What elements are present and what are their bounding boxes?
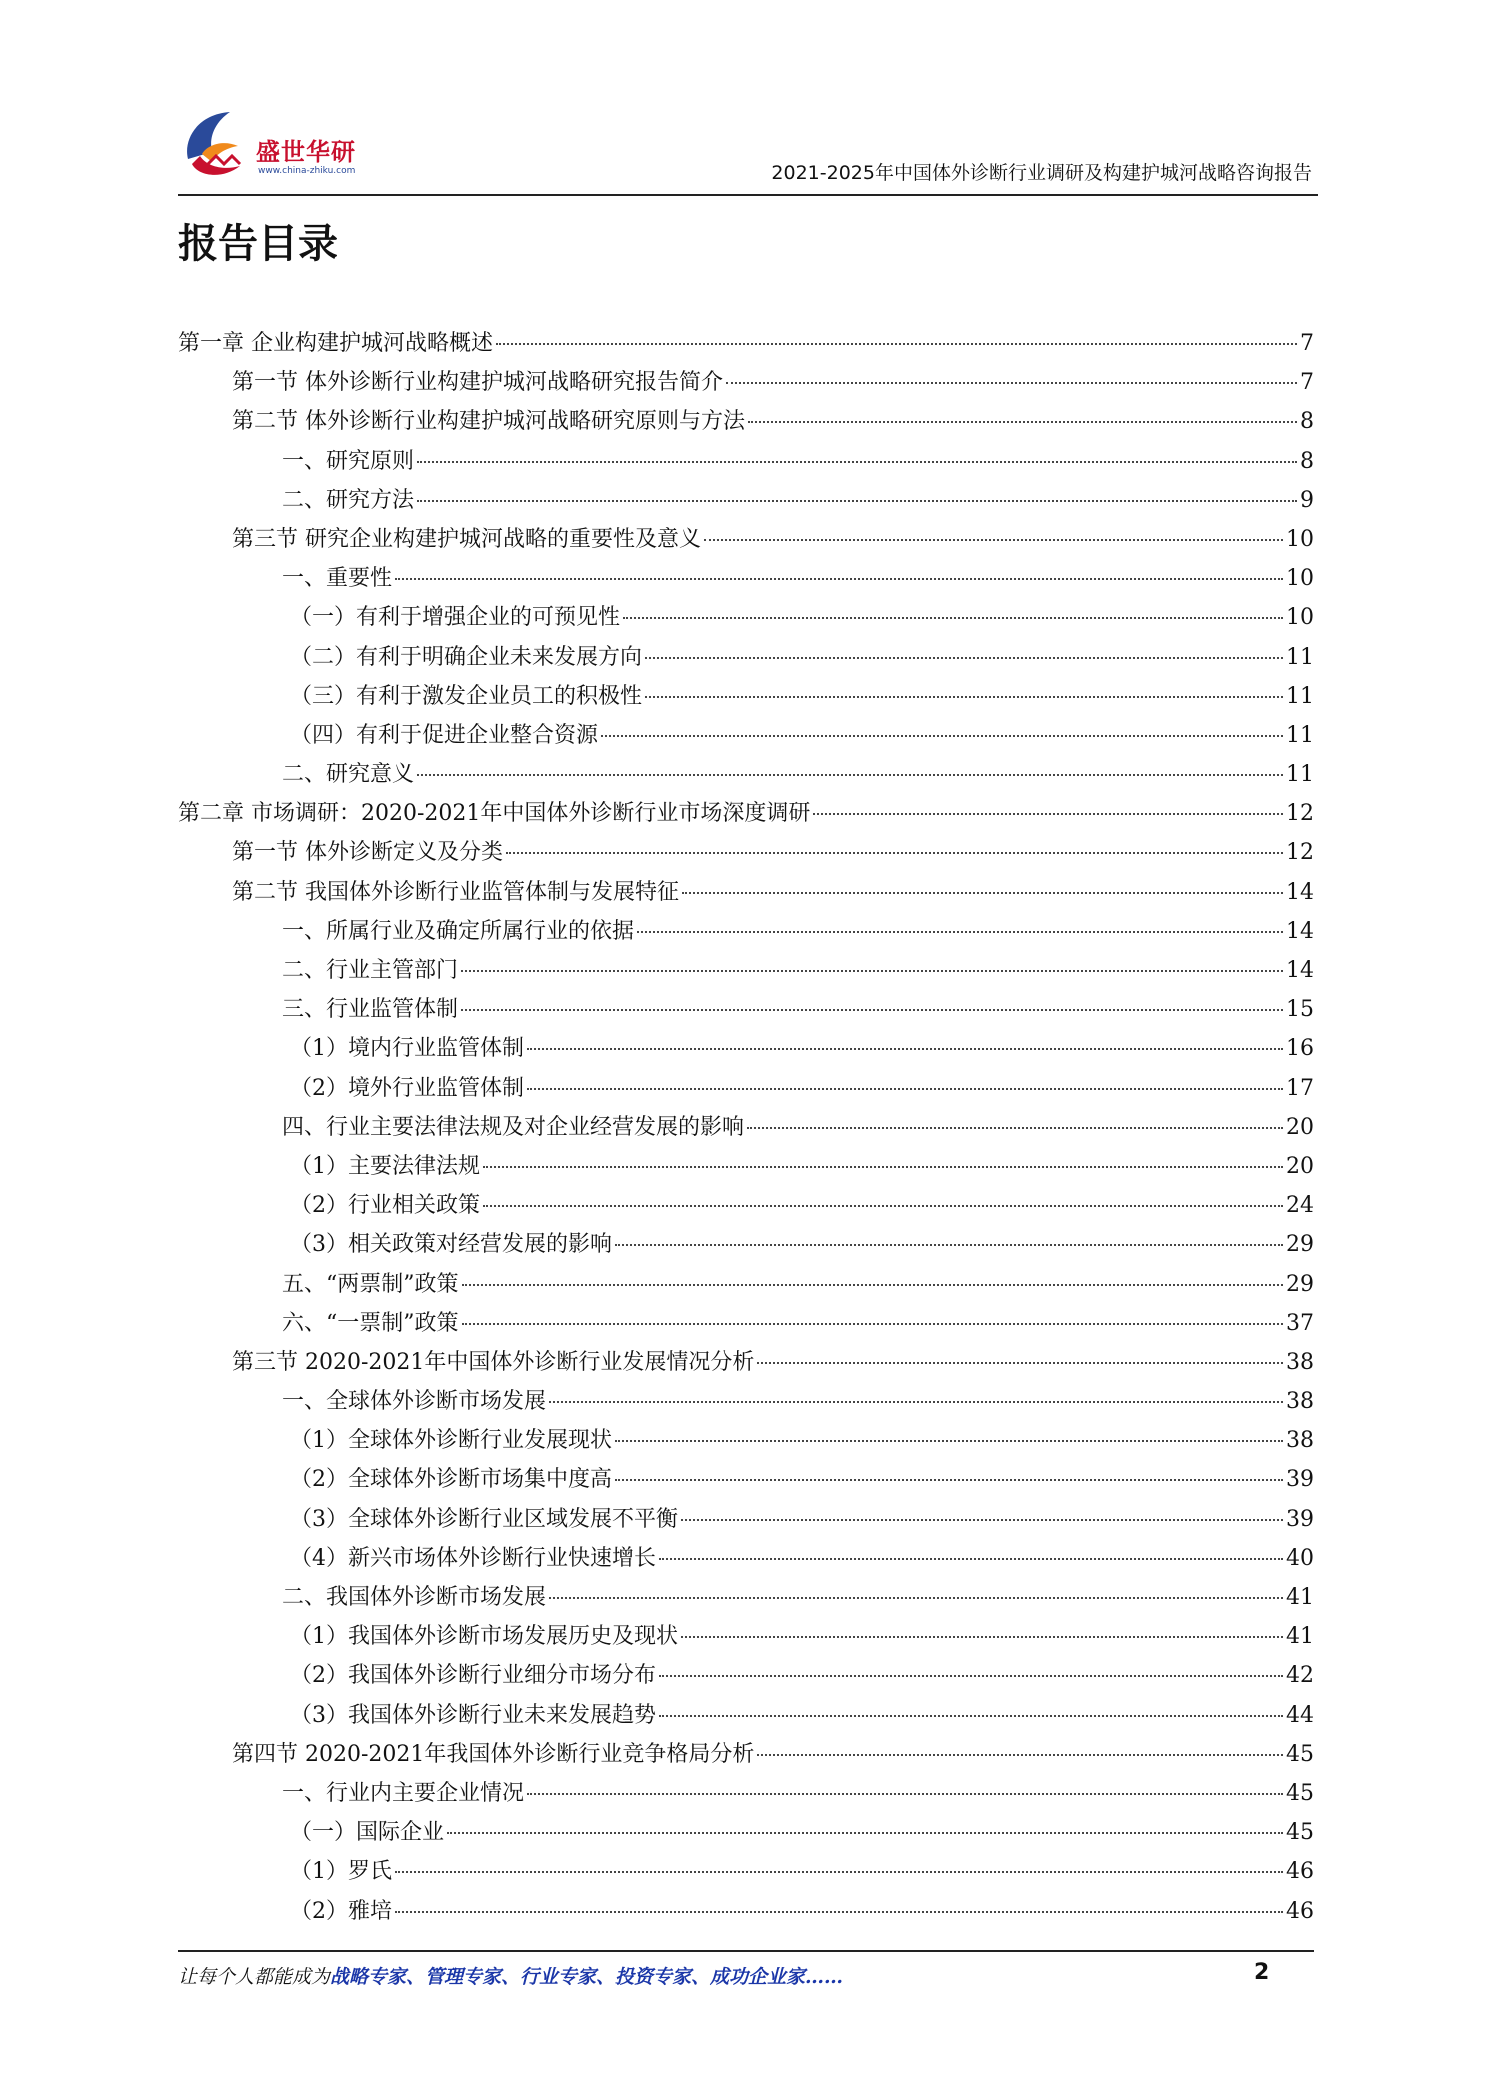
toc-entry-page: 15: [1286, 997, 1314, 1023]
toc-entry-page: 14: [1286, 879, 1314, 905]
toc-dot-leader: [483, 1205, 1283, 1207]
toc-dot-leader: [506, 852, 1283, 854]
toc-entry-page: 45: [1286, 1820, 1314, 1846]
toc-dot-leader: [527, 1088, 1283, 1090]
toc-entry-page: 12: [1286, 840, 1314, 866]
toc-entry-page: 17: [1286, 1075, 1314, 1101]
toc-entry[interactable]: [178, 953, 1314, 992]
toc-entry-title: 三、行业监管体制: [282, 997, 459, 1023]
toc-dot-leader: [757, 1362, 1283, 1364]
toc-dot-leader: [681, 1636, 1283, 1638]
toc-entry-page: 14: [1286, 958, 1314, 983]
toc-entry[interactable]: [178, 835, 1314, 874]
toc-entry-title: （2）雅培: [290, 1898, 392, 1924]
toc-entry-title: （1）全球体外诊断行业发展现状: [290, 1428, 612, 1454]
toc-entry-title: （3）相关政策对经营发展的影响: [290, 1232, 612, 1258]
toc-entry[interactable]: [178, 326, 1314, 365]
toc-entry[interactable]: [178, 1267, 1314, 1306]
toc-entry-page: 40: [1286, 1545, 1314, 1571]
company-logo: [178, 104, 378, 184]
toc-entry-page: 8: [1300, 409, 1314, 435]
toc-entry[interactable]: [178, 483, 1314, 522]
toc-entry-title: （1）罗氏: [290, 1859, 392, 1885]
toc-entry-title: （3）我国体外诊断行业未来发展趋势: [290, 1702, 656, 1728]
toc-entry[interactable]: [178, 1345, 1314, 1384]
toc-entry[interactable]: [178, 1384, 1314, 1423]
toc-dot-leader: [704, 539, 1283, 541]
toc-entry-title: 一、重要性: [282, 566, 393, 592]
toc-entry-page: 11: [1286, 683, 1314, 709]
toc-entry[interactable]: [178, 1031, 1314, 1070]
toc-entry-page: 38: [1286, 1428, 1314, 1454]
toc-entry-title: （3）全球体外诊断行业区域发展不平衡: [290, 1506, 678, 1532]
toc-entry-title: 一、行业内主要企业情况: [282, 1780, 525, 1806]
logo-swoosh-icon: [178, 104, 258, 184]
toc-entry-title: 二、我国体外诊断市场发展: [282, 1585, 547, 1610]
toc-entry-page: 20: [1286, 1114, 1314, 1140]
toc-dot-leader: [461, 1009, 1283, 1011]
toc-dot-leader: [462, 1323, 1284, 1325]
toc-entry[interactable]: [178, 1502, 1314, 1541]
toc-entry-page: 39: [1286, 1467, 1314, 1493]
toc-entry-title: （三）有利于激发企业员工的积极性: [290, 683, 643, 709]
logo-url: www.china-zhiku.com: [258, 166, 356, 176]
toc-entry-page: 44: [1286, 1702, 1314, 1728]
toc-dot-leader: [659, 1715, 1283, 1717]
toc-entry-title: 第二节 体外诊断行业构建护城河战略研究原则与方法: [232, 409, 745, 435]
toc-entry[interactable]: [178, 1737, 1314, 1776]
toc-dot-leader: [637, 931, 1283, 933]
toc-entry[interactable]: [178, 1776, 1314, 1815]
toc-entry[interactable]: [178, 1462, 1314, 1501]
toc-entry[interactable]: [178, 1110, 1314, 1149]
toc-dot-leader: [417, 461, 1297, 463]
toc-dot-leader: [659, 1558, 1283, 1560]
toc-entry[interactable]: [178, 992, 1314, 1031]
toc-entry-title: （一）国际企业: [290, 1820, 445, 1846]
toc-entry[interactable]: [178, 1541, 1314, 1580]
toc-entry[interactable]: [178, 1658, 1314, 1697]
table-of-contents: [178, 326, 1314, 1933]
toc-entry[interactable]: [178, 679, 1314, 718]
toc-entry-page: 41: [1286, 1624, 1314, 1650]
toc-dot-leader: [757, 1754, 1283, 1756]
toc-entry-title: 一、所属行业及确定所属行业的依据: [282, 918, 635, 944]
toc-entry-title: （1）我国体外诊断市场发展历史及现状: [290, 1624, 678, 1650]
toc-dot-leader: [748, 421, 1297, 423]
page-number: 2: [1254, 1960, 1270, 1985]
toc-dot-leader: [417, 774, 1283, 776]
toc-entry-page: 45: [1286, 1741, 1314, 1767]
footer-slogan-highlight: 战略专家、管理专家、行业专家、投资专家、成功企业家……: [330, 1966, 844, 1988]
toc-dot-leader: [447, 1832, 1283, 1834]
toc-dot-leader: [615, 1440, 1283, 1442]
toc-dot-leader: [615, 1244, 1283, 1246]
toc-dot-leader: [681, 1519, 1283, 1521]
toc-entry-title: 第一章 企业构建护城河战略概述: [178, 331, 493, 356]
toc-entry-title: 二、研究方法: [282, 487, 415, 513]
toc-entry[interactable]: [178, 1815, 1314, 1854]
toc-dot-leader: [747, 1127, 1283, 1129]
toc-entry-page: 38: [1286, 1389, 1314, 1415]
toc-entry-page: 11: [1286, 722, 1314, 748]
toc-entry-page: 42: [1286, 1663, 1314, 1689]
toc-entry[interactable]: [178, 444, 1314, 483]
toc-entry-title: （1）主要法律法规: [290, 1153, 480, 1179]
toc-entry[interactable]: [178, 718, 1314, 757]
toc-entry[interactable]: [178, 1423, 1314, 1462]
toc-entry-title: 五、“两票制”政策: [282, 1271, 459, 1297]
toc-entry-page: 46: [1286, 1898, 1314, 1924]
toc-entry[interactable]: [178, 914, 1314, 953]
toc-entry-page: 24: [1286, 1193, 1314, 1219]
toc-dot-leader: [623, 617, 1283, 619]
toc-entry[interactable]: [178, 1619, 1314, 1658]
toc-dot-leader: [601, 735, 1283, 737]
toc-entry-page: 9: [1300, 487, 1314, 513]
page-title: 报告目录: [178, 221, 338, 267]
toc-entry-page: 46: [1286, 1859, 1314, 1885]
toc-entry-title: 第三节 2020-2021年中国体外诊断行业发展情况分析: [232, 1349, 755, 1375]
toc-entry[interactable]: [178, 1227, 1314, 1266]
toc-entry-title: 六、“一票制”政策: [282, 1310, 459, 1336]
toc-entry[interactable]: [178, 1306, 1314, 1345]
toc-entry[interactable]: [178, 1188, 1314, 1227]
toc-dot-leader: [813, 813, 1283, 815]
toc-entry-title: 第三节 研究企业构建护城河战略的重要性及意义: [232, 526, 701, 552]
header-divider: [178, 194, 1318, 196]
toc-dot-leader: [615, 1479, 1283, 1481]
toc-entry[interactable]: [178, 522, 1314, 561]
toc-entry-title: （1）境内行业监管体制: [290, 1036, 524, 1062]
toc-entry[interactable]: [178, 561, 1314, 600]
report-title: 2021-2025年中国体外诊断行业调研及构建护城河战略咨询报告: [771, 162, 1312, 184]
toc-dot-leader: [659, 1675, 1283, 1677]
toc-entry-page: 8: [1300, 448, 1314, 474]
toc-entry-title: （2）境外行业监管体制: [290, 1075, 524, 1101]
toc-entry[interactable]: [178, 1149, 1314, 1188]
toc-dot-leader: [682, 892, 1283, 894]
toc-entry-page: 10: [1286, 566, 1314, 592]
toc-entry[interactable]: [178, 1580, 1314, 1619]
toc-entry-title: 第二节 我国体外诊断行业监管体制与发展特征: [232, 879, 679, 905]
toc-entry-page: 29: [1286, 1271, 1314, 1297]
toc-entry-title: 一、全球体外诊断市场发展: [282, 1389, 547, 1415]
toc-entry-title: 四、行业主要法律法规及对企业经营发展的影响: [282, 1114, 745, 1140]
toc-entry[interactable]: [178, 1854, 1314, 1893]
toc-entry-title: （4）新兴市场体外诊断行业快速增长: [290, 1545, 656, 1571]
toc-dot-leader: [549, 1401, 1283, 1403]
toc-dot-leader: [726, 382, 1297, 384]
toc-entry-page: 7: [1300, 331, 1314, 356]
toc-entry-page: 11: [1286, 644, 1314, 670]
toc-dot-leader: [395, 578, 1283, 580]
toc-entry-title: 第四节 2020-2021年我国体外诊断行业竞争格局分析: [232, 1741, 755, 1767]
toc-entry-page: 11: [1286, 762, 1314, 788]
toc-entry-title: 第一节 体外诊断定义及分类: [232, 840, 503, 866]
toc-entry-title: （2）行业相关政策: [290, 1193, 480, 1219]
page-header: [178, 100, 1318, 196]
toc-entry-page: 12: [1286, 801, 1314, 827]
toc-entry-title: （一）有利于增强企业的可预见性: [290, 605, 621, 631]
logo-name: 盛世华研: [256, 138, 356, 166]
toc-dot-leader: [645, 696, 1283, 698]
toc-entry-page: 20: [1286, 1153, 1314, 1179]
toc-entry[interactable]: [178, 365, 1314, 404]
footer-slogan-prefix: 让每个人都能成为: [178, 1966, 331, 1988]
toc-entry-page: 10: [1286, 526, 1314, 552]
toc-entry-title: （2）全球体外诊断市场集中度高: [290, 1467, 612, 1493]
toc-entry-page: 45: [1286, 1780, 1314, 1806]
toc-dot-leader: [462, 1284, 1284, 1286]
toc-entry-page: 10: [1286, 605, 1314, 631]
toc-entry[interactable]: [178, 404, 1314, 443]
toc-entry[interactable]: [178, 1071, 1314, 1110]
toc-dot-leader: [496, 343, 1297, 345]
toc-dot-leader: [461, 970, 1283, 972]
toc-entry[interactable]: [178, 757, 1314, 796]
footer-slogan: [178, 1962, 843, 1989]
toc-dot-leader: [483, 1166, 1283, 1168]
toc-dot-leader: [527, 1048, 1283, 1050]
toc-entry-title: （四）有利于促进企业整合资源: [290, 722, 599, 748]
toc-dot-leader: [527, 1793, 1283, 1795]
toc-entry-page: 29: [1286, 1232, 1314, 1258]
toc-entry-title: 二、研究意义: [282, 762, 415, 788]
toc-entry-page: 38: [1286, 1349, 1314, 1375]
toc-entry-page: 14: [1286, 918, 1314, 944]
toc-entry[interactable]: [178, 875, 1314, 914]
toc-dot-leader: [417, 500, 1297, 502]
toc-entry-page: 7: [1300, 370, 1314, 396]
toc-entry[interactable]: [178, 1894, 1314, 1933]
toc-entry-page: 16: [1286, 1036, 1314, 1062]
toc-dot-leader: [395, 1911, 1283, 1913]
toc-dot-leader: [395, 1871, 1283, 1873]
toc-entry[interactable]: [178, 1698, 1314, 1737]
toc-entry[interactable]: [178, 600, 1314, 639]
toc-entry-title: 第二章 市场调研：2020-2021年中国体外诊断行业市场深度调研: [178, 801, 811, 827]
toc-dot-leader: [645, 657, 1283, 659]
toc-entry-title: （二）有利于明确企业未来发展方向: [290, 644, 643, 670]
toc-entry[interactable]: [178, 796, 1314, 835]
toc-entry-page: 39: [1286, 1506, 1314, 1532]
toc-entry-page: 37: [1286, 1310, 1314, 1336]
toc-entry-page: 41: [1286, 1585, 1314, 1610]
toc-entry[interactable]: [178, 640, 1314, 679]
toc-entry-title: 一、研究原则: [282, 448, 415, 474]
toc-dot-leader: [549, 1597, 1283, 1599]
toc-entry-title: （2）我国体外诊断行业细分市场分布: [290, 1663, 656, 1689]
footer-divider: [178, 1950, 1314, 1952]
toc-entry-title: 二、行业主管部门: [282, 958, 459, 983]
toc-entry-title: 第一节 体外诊断行业构建护城河战略研究报告简介: [232, 370, 723, 396]
